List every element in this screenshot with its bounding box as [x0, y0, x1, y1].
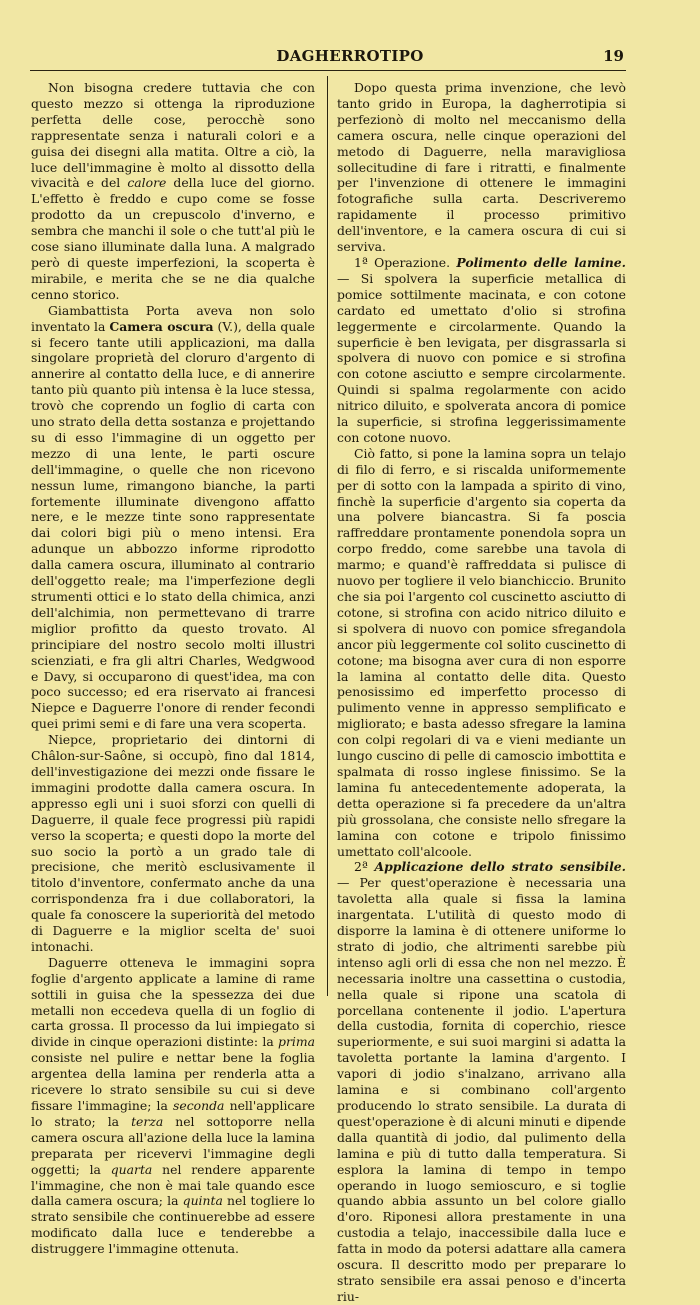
- paragraph-niepce: Niepce, proprietario dei dintorni di Châlon-sur-Saône, si occupò, fino dal 1814, dell'investigazione dei mezzi onde fissare le immagini prodotte dalla camera oscura. In appresso egli uni i suoi sforzi con quelli di Daguerre, il quale fece progressi più rapidi verso la scoperta; e questi dopo la morte del suo socio la portò a un grado tale di precisione, che meritò esclusivamente il titolo d'inventore, confermato anche da una corrispondenza fra i due collaboratori, la quale fa conoscere la superiorità del metodo di Daguerre e la miglior scelta de' suoi intonachi.: [31, 732, 315, 954]
- right-column: [337, 80, 626, 1305]
- running-head-title: DAGHERROTIPO: [276, 47, 424, 65]
- paragraph-operation-1: 1ª Operazione. Polimento delle lamine. — Si spolvera la superficie metallica di pomice sottilmente macinata, e con cotone cardato ed umettato d'olio si strofina leggermente e circolarmente. Quando la superficie è ben levigata, per disgrassarla si spolvera di nuovo con pomice e si strofina con cotone asciutto e sempre circolarmente. Quindi si spalma regolarmente con acido nitrico diluito, e spolverata ancora di pomice la superficie, si strofina leggerissimamente con cotone nuovo.: [337, 254, 626, 445]
- column-divider: [327, 76, 328, 996]
- page-number: 19: [603, 47, 624, 65]
- paragraph-porta: Giambattista Porta aveva non solo inventato la Camera oscura (V.), della quale si fecero tante utili applicazioni, ma dalla singolare proprietà del cloruro d'argento di annerire al contatto della luce, e di annerire tanto più quanto più intensa è la luce stessa, trovò che coprendo un foglio di carta con uno strato della detta sostanza e projettando su di esso l'immagine di un oggetto per mezzo di una lente, le parti oscure dell'immagine, o quelle che non ricevono nessun lume, rimangono bianche, la parti fortemente illuminate divengono affatto nere, e le mezze tinte sono rappresentate dai colori bigi più o meno intensi. Era adunque un abbozzo informe riprodotto dalla camera oscura, illuminato al contrario dell'oggetto reale; ma l'imperfezione degli strumenti ottici e lo stato della chimica, anzi dell'alchimia, non permettevano di trarre miglior profitto da questo trovato. Al principiare del nostro secolo molti illustri scienziati, e fra gli altri Charles, Wedgwood e Davy, si occuparono di quest'idea, ma con poco successo; ed era riservato ai francesi Niepce e Daguerre l'onore di render fecondi quei primi semi e di fare una vera scoperta.: [31, 302, 315, 732]
- paragraph-imperfections: Non bisogna credere tuttavia che con questo mezzo si ottenga la riproduzione perfetta delle cose, perocchè sono rappresentate senza i naturali colori e a guisa dei disegni alla matita. Oltre a ciò, la luce dell'immagine è molto al dissotto della vivacità e del calore della luce del giorno. L'effetto è freddo e cupo come se fosse prodotto da un crepuscolo d'inverno, e sembra che manchi il sole o che tutt'al più le cose siano illuminate dalla luna. A malgrado però di queste imperfezioni, la scoperta è mirabile, e merita che se ne dia qualche cenno storico.: [31, 80, 315, 302]
- header-rule: [30, 70, 626, 71]
- paragraph-polishing-detail: Ciò fatto, si pone la lamina sopra un telajo di filo di ferro, e si riscalda uniformemente per di sotto con la lampada a spirito di vino, finchè la superficie d'argento sia coperta da una polvere biancastra. Si fa poscia raffreddare prontamente ponendola sopra un corpo freddo, come sarebbe una tavola di marmo; e quand'è raffreddata si pulisce di nuovo per togliere il velo bianchiccio. Brunito che sia poi l'argento col cuscinetto asciutto di cotone, si strofina con acido nitrico diluito e si spolvera di nuovo con pomice sfregandola ancor più leggermente col solito cuscinetto di cotone; ma bisogna aver cura di non esporre la lamina al contatto delle dita. Questo penosissimo ed imperfetto processo di pulimento venne in appresso semplificato e migliorato; e basta adesso sfregare la lamina con colpi regolari di va e vieni mediante un lungo cuscino di pelle di camoscio imbottita e spalmata di rosso inglese finissimo. Se la lamina fu antecedentemente adoperata, la detta operazione si fa precedere da un'altra più grossolana, che consiste nello sfregare la lamina con cotone e tripolo finissimo umettato coll'alcoole.: [337, 445, 626, 859]
- paragraph-daguerre-process: Daguerre otteneva le immagini sopra foglie d'argento applicate a lamine di rame sottili in guisa che la spessezza dei due metalli non eccedeva quella di un foglio di carta grossa. Il processo da lui impiegato si divide in cinque operazioni distinte: la prima consiste nel pulire e nettar bene la foglia argentea della lamina per renderla atta a ricevere lo strato sensibile su cui si deve fissare l'immagine; la seconda nell'applicare lo strato; la terza nel sottoporre nella camera oscura all'azione della luce la lamina preparata per ricevervi l'immagine degli oggetti; la quarta nel rendere apparente l'immagine, che non è mai tale quando esce dalla camera oscura; la quinta nel togliere lo strato sensibile che continuerebbe ad essere modificato dalla luce e tenderebbe a distruggere l'immagine ottenuta.: [31, 954, 315, 1257]
- paragraph-operation-2: 2ª Applicazione dello strato sensibile. — Per quest'operazione è necessaria una tavoletta alla quale si fissa la lamina inargentata. L'utilità di questo modo di disporre la lamina è di ottenere uniforme lo strato di jodio, che altrimenti sarebbe più intenso agli orli di essa che non nel mezzo. È necessaria inoltre una cassettina o custodia, nella quale si ripone una scatola di porcellana contenente il jodio. L'apertura della custodia, fornita di coperchio, riesce superiormente, e sui suoi margini si adatta la tavoletta portante la lamina d'argento. I vapori di jodio s'inalzano, arrivano alla lamina e si combinano coll'argento producendo lo strato sensibile. La durata di quest'operazione è di alcuni minuti e dipende dalla quantità di jodio, dal pulimento della lamina e più di tutto dalla temperatura. Si esplora la lamina di tempo in tempo operando in luogo semioscuro, e si toglie quando abbia assunto un bel colore giallo d'oro. Riponesi allora prestamente in una custodia a telajo, inaccessibile dalla luce e fatta in modo da potersi adattare alla camera oscura. Il descritto modo per preparare lo strato sensibile era assai penoso e d'incerta riu-: [337, 859, 626, 1304]
- left-column: [31, 80, 315, 1257]
- paragraph-later-improvements: Dopo questa prima invenzione, che levò tanto grido in Europa, la dagherrotipia si perfezionò di molto nel meccanismo della camera oscura, nelle cinque operazioni del metodo di Daguerre, nella maravigliosa sollecitudine di fare i ritratti, e finalmente per l'invenzione di ottenere le immagini fotografiche sulla carta. Descriveremo rapidamente il processo primitivo dell'inventore, e la camera oscura di cui si serviva.: [337, 80, 626, 255]
